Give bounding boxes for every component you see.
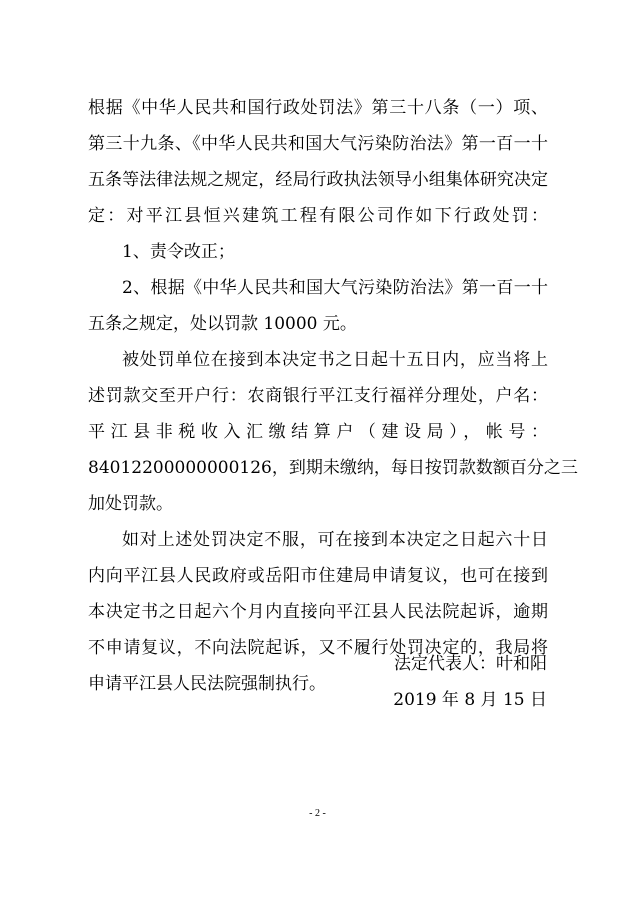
paragraph-4-line-5: 加处罚款。: [88, 494, 173, 514]
paragraph-3-line-1: 2、根据《中华人民共和国大气污染防治法》第一百一十: [122, 278, 548, 298]
paragraph-1-line-3: 五条等法律法规之规定，经局行政执法领导小组集体研究决定: [88, 170, 548, 190]
paragraph-5-line-1: 如对上述处罚决定不服，可在接到本决定之日起六十日: [122, 530, 548, 550]
paragraph-4-line-4: 84012200000000126，到期未缴纳，每日按罚款数额百分之三: [88, 458, 578, 478]
paragraph-3-line-2: 五条之规定，处以罚款 10000 元。: [88, 314, 357, 334]
paragraph-4-line-1: 被处罚单位在接到本决定书之日起十五日内，应当将上: [122, 350, 548, 370]
paragraph-5-line-2: 内向平江县人民政府或岳阳市住建局申请复议，也可在接到: [88, 566, 548, 586]
legal-representative: 法定代表人：叶和阳: [394, 654, 547, 674]
paragraph-1-line-2: 第三十九条、《中华人民共和国大气污染防治法》第一百一十: [88, 134, 548, 154]
paragraph-5-line-3: 本决定书之日起六个月内直接向平江县人民法院起诉，逾期: [88, 602, 548, 622]
paragraph-4-line-2: 述罚款交至开户行：农商银行平江支行福祥分理处，户名：: [88, 386, 548, 406]
paragraph-5-line-5: 申请平江县人民法院强制执行。: [88, 674, 326, 694]
paragraph-1-line-4: 定：对平江县恒兴建筑工程有限公司作如下行政处罚：: [88, 206, 548, 226]
paragraph-1-line-1: 根据《中华人民共和国行政处罚法》第三十八条（一）项、: [88, 98, 548, 118]
paragraph-4-line-3: 平江县非税收入汇缴结算户（建设局），帐号：: [88, 422, 548, 442]
paragraph-5-line-4: 不申请复议，不向法院起诉，又不履行处罚决定的，我局将: [88, 638, 548, 658]
page-number: - 2 -: [309, 808, 326, 819]
signature-date: 2019 年 8 月 15 日: [393, 690, 547, 710]
paragraph-2-line-1: 1、责令改正；: [122, 242, 235, 262]
